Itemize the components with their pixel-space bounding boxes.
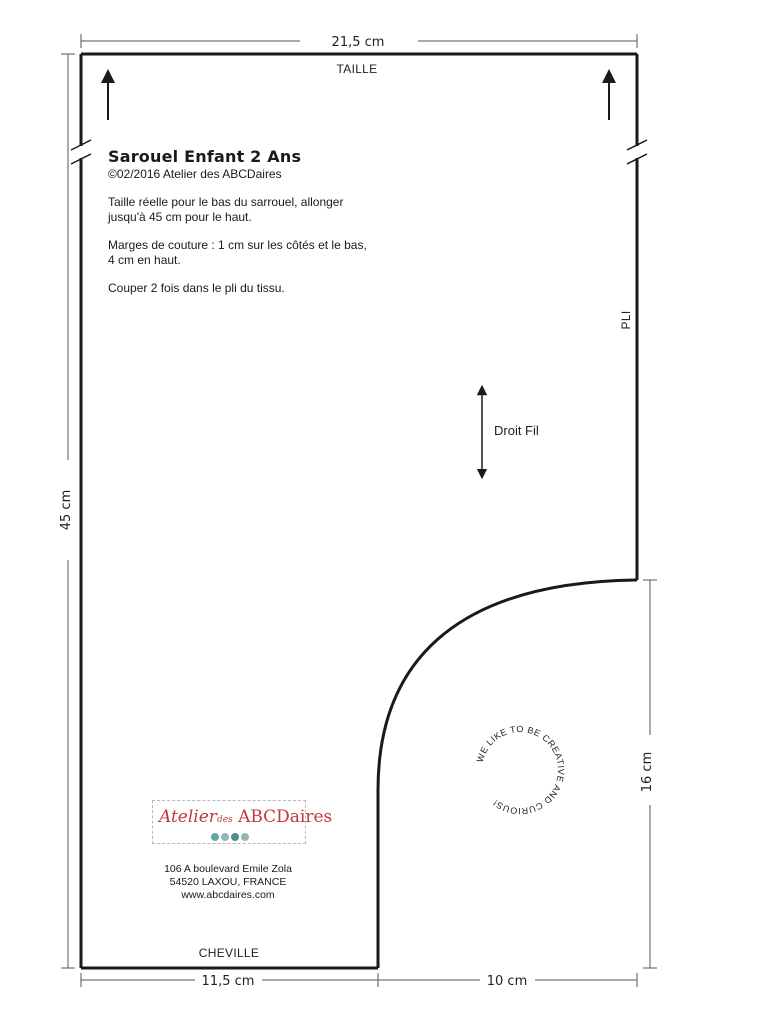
instruction-cut: Couper 2 fois dans le pli du tissu. — [108, 281, 285, 295]
right-height-label: 16 cm — [640, 751, 655, 793]
copyright-line: ©02/2016 Atelier des ABCDaires — [108, 167, 282, 181]
left-height-label: 45 cm — [59, 489, 74, 531]
address-city: 54520 LAXOU, FRANCE — [169, 876, 287, 888]
logo-word-abcdaires: ABCDaires — [238, 807, 333, 827]
top-width-label: 21,5 cm — [331, 35, 385, 50]
instruction-length: Taille réelle pour le bas du sarrouel, allonger jusqu'à 45 cm pour le haut. — [108, 195, 344, 224]
logo-word-atelier: Atelier — [159, 807, 217, 827]
address-street: 106 A boulevard Emile Zola — [164, 863, 292, 875]
spool-icon — [221, 833, 229, 841]
brand-logo — [152, 800, 333, 844]
waist-label: TAILLE — [336, 62, 378, 76]
instruction-seam-allowance: Marges de couture : 1 cm sur les côtés et le bas, 4 cm en haut. — [108, 238, 367, 267]
fold-label: PLI — [619, 310, 633, 330]
curious-stamp-text: WE LIKE TO BE CREATIVE AND CURIOUS! — [474, 723, 567, 817]
spool-icon — [241, 833, 249, 841]
logo-spools-icon — [211, 833, 249, 841]
spool-icon — [231, 833, 239, 841]
bottom-left-width-label: 11,5 cm — [201, 974, 255, 989]
bottom-right-width-label: 10 cm — [486, 974, 528, 989]
pattern-info — [108, 147, 370, 296]
bottom-width-dimension — [81, 973, 637, 987]
address-block — [138, 863, 318, 902]
curious-stamp — [475, 724, 566, 816]
logo-wordmark — [159, 807, 332, 827]
pattern-title: Sarouel Enfant 2 Ans — [108, 147, 302, 166]
ankle-label: CHEVILLE — [198, 946, 260, 960]
spool-icon — [211, 833, 219, 841]
grain-line-label: Droit Fil — [494, 423, 539, 438]
website-link[interactable]: www.abcdaires.com — [181, 889, 275, 901]
logo-word-des: des — [216, 815, 233, 825]
